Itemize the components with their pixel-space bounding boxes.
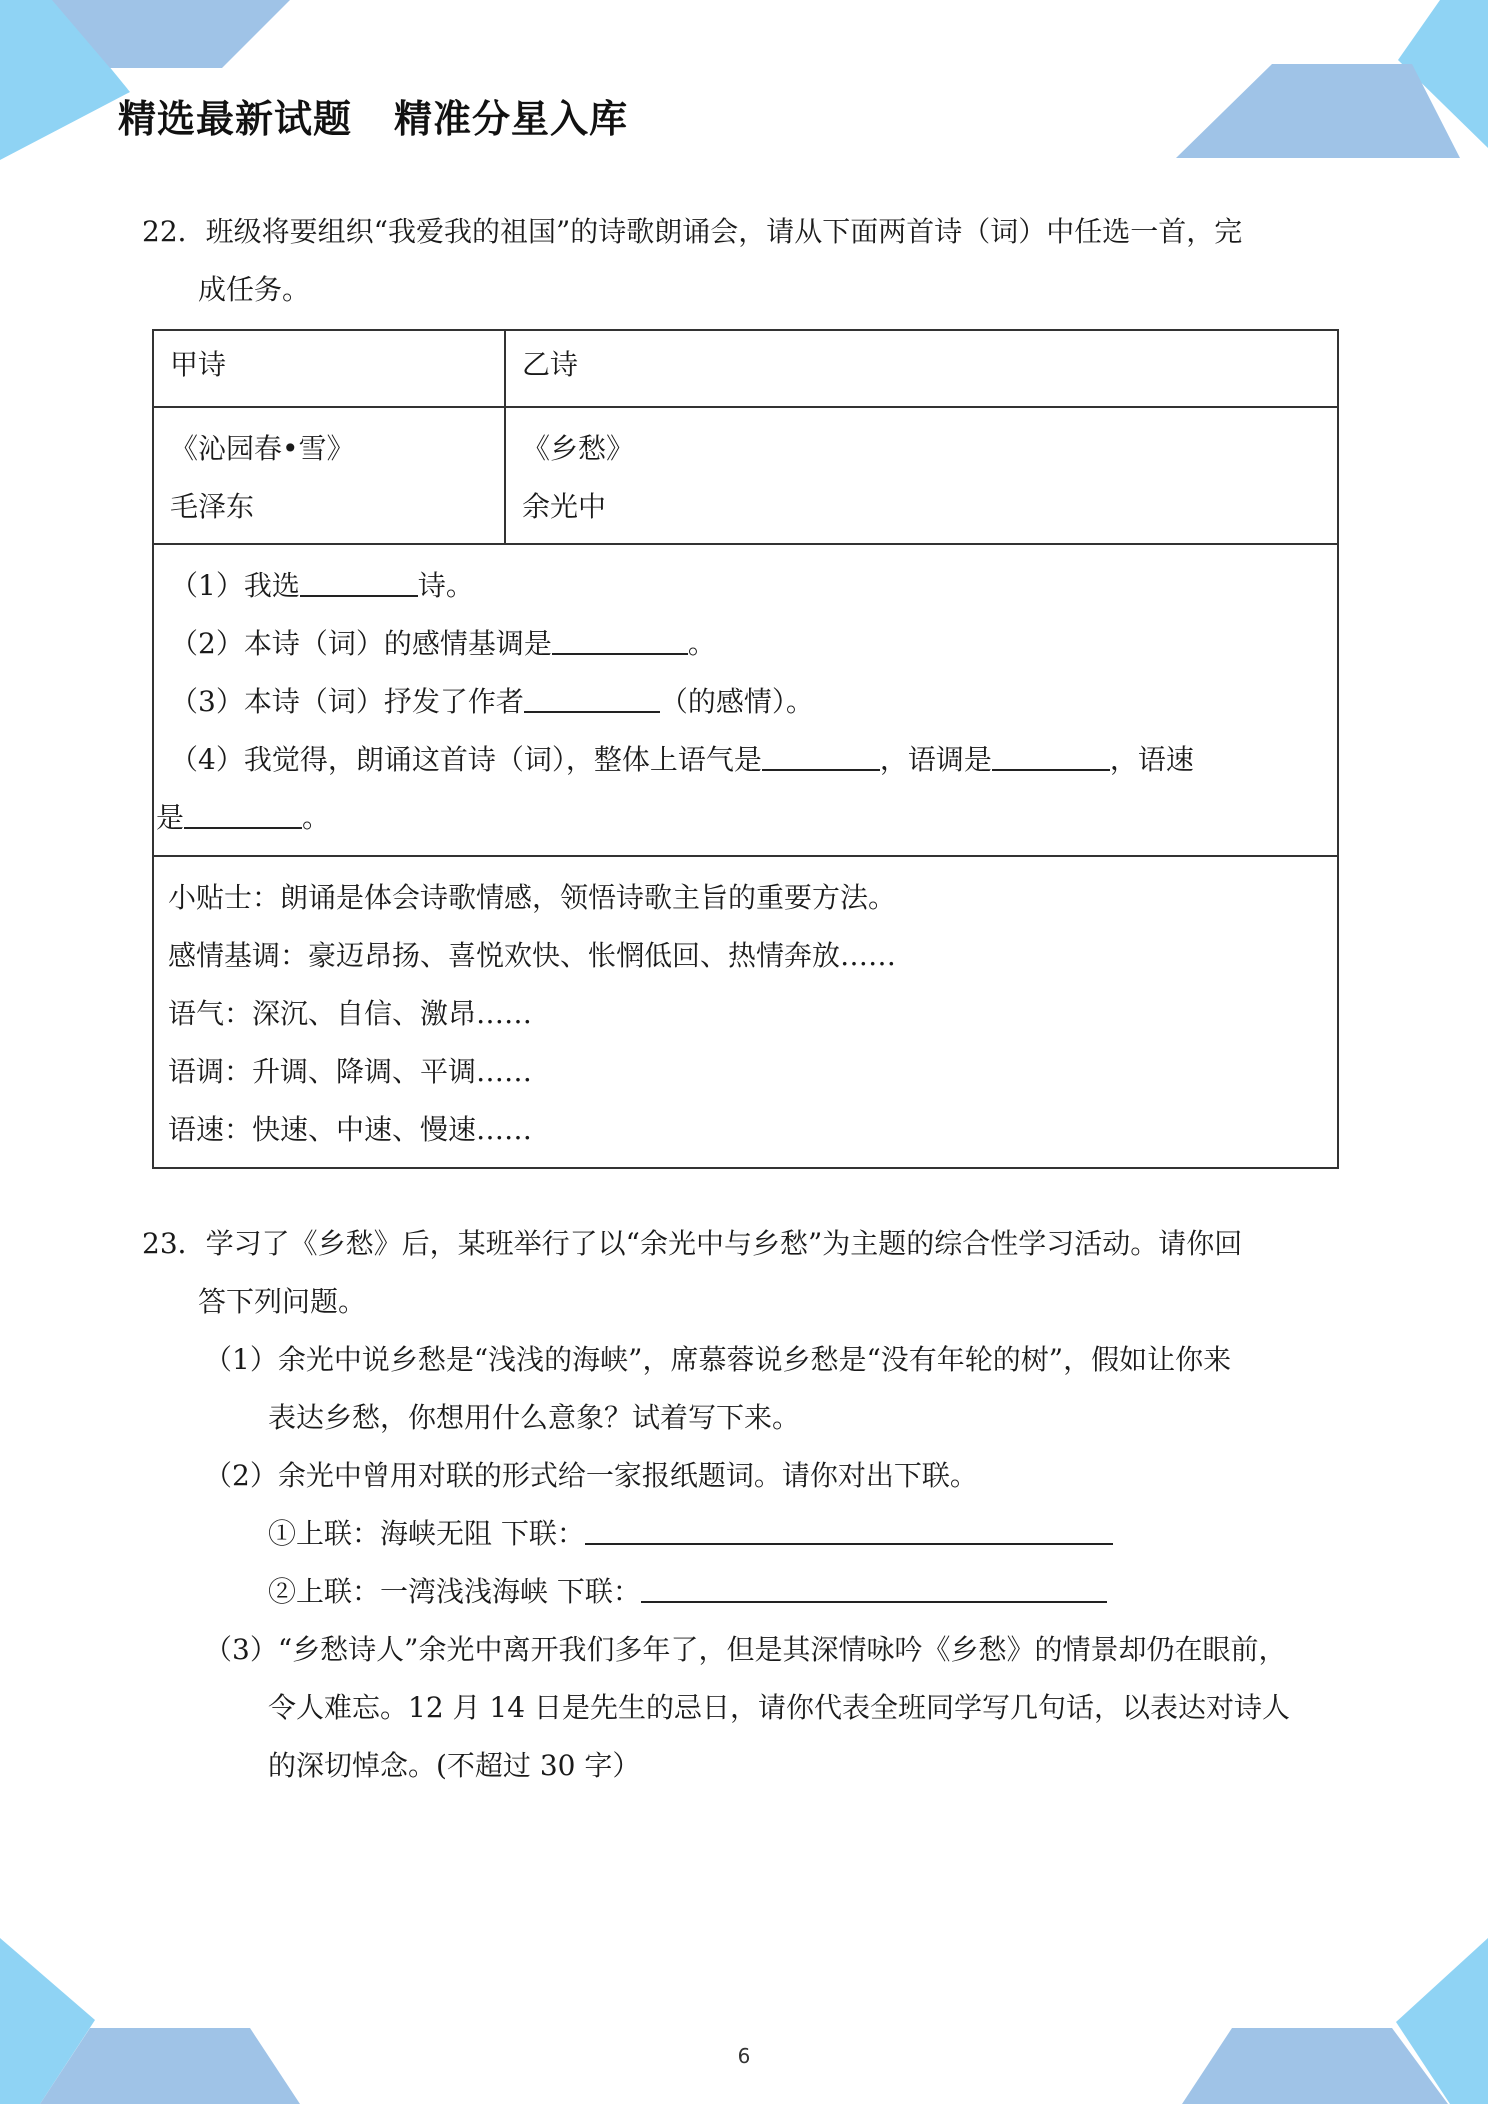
poem-a-title: 《沁园春•雪》	[170, 432, 355, 465]
couplet-1-answer-blank[interactable]	[585, 1513, 1113, 1545]
q23-sub1-line1: （1）余光中说乡愁是“浅浅的海峡”，席慕蓉说乡愁是“没有年轮的树”，假如让你来	[204, 1343, 1232, 1376]
poem-a-header: 甲诗	[153, 330, 505, 407]
task-4	[170, 731, 1321, 789]
task-3-suffix: （的感情）。	[659, 685, 814, 718]
task-4-mid2: ，语速	[1109, 743, 1194, 776]
couplet-2	[142, 1563, 1352, 1621]
couplet-2-answer-blank[interactable]	[641, 1571, 1107, 1603]
task-2-text: （2）本诗（词）的感情基调是	[170, 627, 552, 660]
tip-intro: 小贴士：朗诵是体会诗歌情感，领悟诗歌主旨的重要方法。	[168, 881, 897, 914]
tip-intonation: 语调：升调、降调、平调……	[168, 1055, 533, 1088]
task-4-tone-blank[interactable]	[762, 739, 880, 771]
poem-b-author: 余光中	[522, 490, 607, 523]
task-4-intonation-blank[interactable]	[992, 739, 1110, 771]
task-4-line2	[156, 789, 1321, 847]
task-2-suffix: 。	[687, 627, 716, 660]
q23-stem-text: 学习了《乡愁》后，某班举行了以“余光中与乡愁”为主题的综合性学习活动。请你回	[205, 1227, 1243, 1260]
q23-sub1-line2: 表达乡愁，你想用什么意象？试着写下来。	[268, 1401, 801, 1434]
task-1-answer-blank[interactable]	[300, 565, 418, 597]
question-23	[142, 1215, 1352, 1795]
task-1	[170, 557, 1321, 615]
q22-stem-line2: 成任务。	[198, 273, 311, 306]
tip-emotion: 感情基调：豪迈昂扬、喜悦欢快、怅惘低回、热情奔放……	[168, 939, 897, 972]
q23-sub3-line1: （3）“乡愁诗人”余光中离开我们多年了，但是其深情咏吟《乡愁》的情景却仍在眼前，	[204, 1633, 1287, 1666]
q23-sub3-line2: 令人难忘。12 月 14 日是先生的忌日，请你代表全班同学写几句话，以表达对诗人	[268, 1691, 1290, 1724]
task-2-answer-blank[interactable]	[552, 623, 688, 655]
header-title-right: 精准分星入库	[394, 97, 629, 141]
task-1-suffix: 诗。	[417, 569, 474, 602]
task-4-text: （4）我觉得，朗诵这首诗（词），整体上语气是	[170, 743, 762, 776]
q23-sub2-line1: （2）余光中曾用对联的形式给一家报纸题词。请你对出下联。	[204, 1459, 978, 1492]
task-4-mid1: ，语调是	[879, 743, 992, 776]
task-2	[170, 615, 1321, 673]
task-3-text: （3）本诗（词）抒发了作者	[170, 685, 524, 718]
q22-stem-text: 班级将要组织“我爱我的祖国”的诗歌朗诵会，请从下面两首诗（词）中任选一首，完	[205, 215, 1243, 248]
tip-speed: 语速：快速、中速、慢速……	[168, 1113, 533, 1146]
tips-cell	[153, 856, 1338, 1168]
couplet-1-text: ①上联：海峡无阻 下联：	[268, 1517, 585, 1550]
header-title-left: 精选最新试题	[118, 97, 353, 141]
poem-a-cell	[153, 407, 505, 544]
task-4-speed-blank[interactable]	[184, 797, 302, 829]
task-4-line2-text: 是	[156, 801, 185, 834]
q23-sub3-line3: 的深切悼念。(不超过 30 字）	[268, 1749, 641, 1782]
q23-stem-line1	[142, 1215, 1352, 1273]
poem-a-author: 毛泽东	[170, 490, 255, 523]
poem-b-header: 乙诗	[505, 330, 1338, 407]
couplet-1	[142, 1505, 1352, 1563]
q22-number: 22．	[142, 215, 206, 248]
couplet-2-text: ②上联：一湾浅浅海峡 下联：	[268, 1575, 641, 1608]
tip-tone: 语气：深沉、自信、激昂……	[168, 997, 533, 1030]
task-1-text: （1）我选	[170, 569, 300, 602]
poem-table	[152, 329, 1339, 1169]
tasks-cell	[153, 544, 1338, 856]
poem-b-title: 《乡愁》	[522, 432, 635, 465]
q23-stem-line2: 答下列问题。	[198, 1285, 367, 1318]
task-3-answer-blank[interactable]	[524, 681, 660, 713]
corner-shape-top-right-trapezoid	[1176, 64, 1460, 158]
poem-b-cell	[505, 407, 1338, 544]
task-4-line2-suffix: 。	[302, 801, 331, 834]
question-22	[142, 203, 1352, 319]
q23-number: 23．	[142, 1227, 206, 1260]
page-number: 6	[737, 2044, 751, 2068]
q22-stem-line1	[142, 203, 1352, 261]
task-3	[170, 673, 1321, 731]
header-title	[118, 88, 628, 143]
